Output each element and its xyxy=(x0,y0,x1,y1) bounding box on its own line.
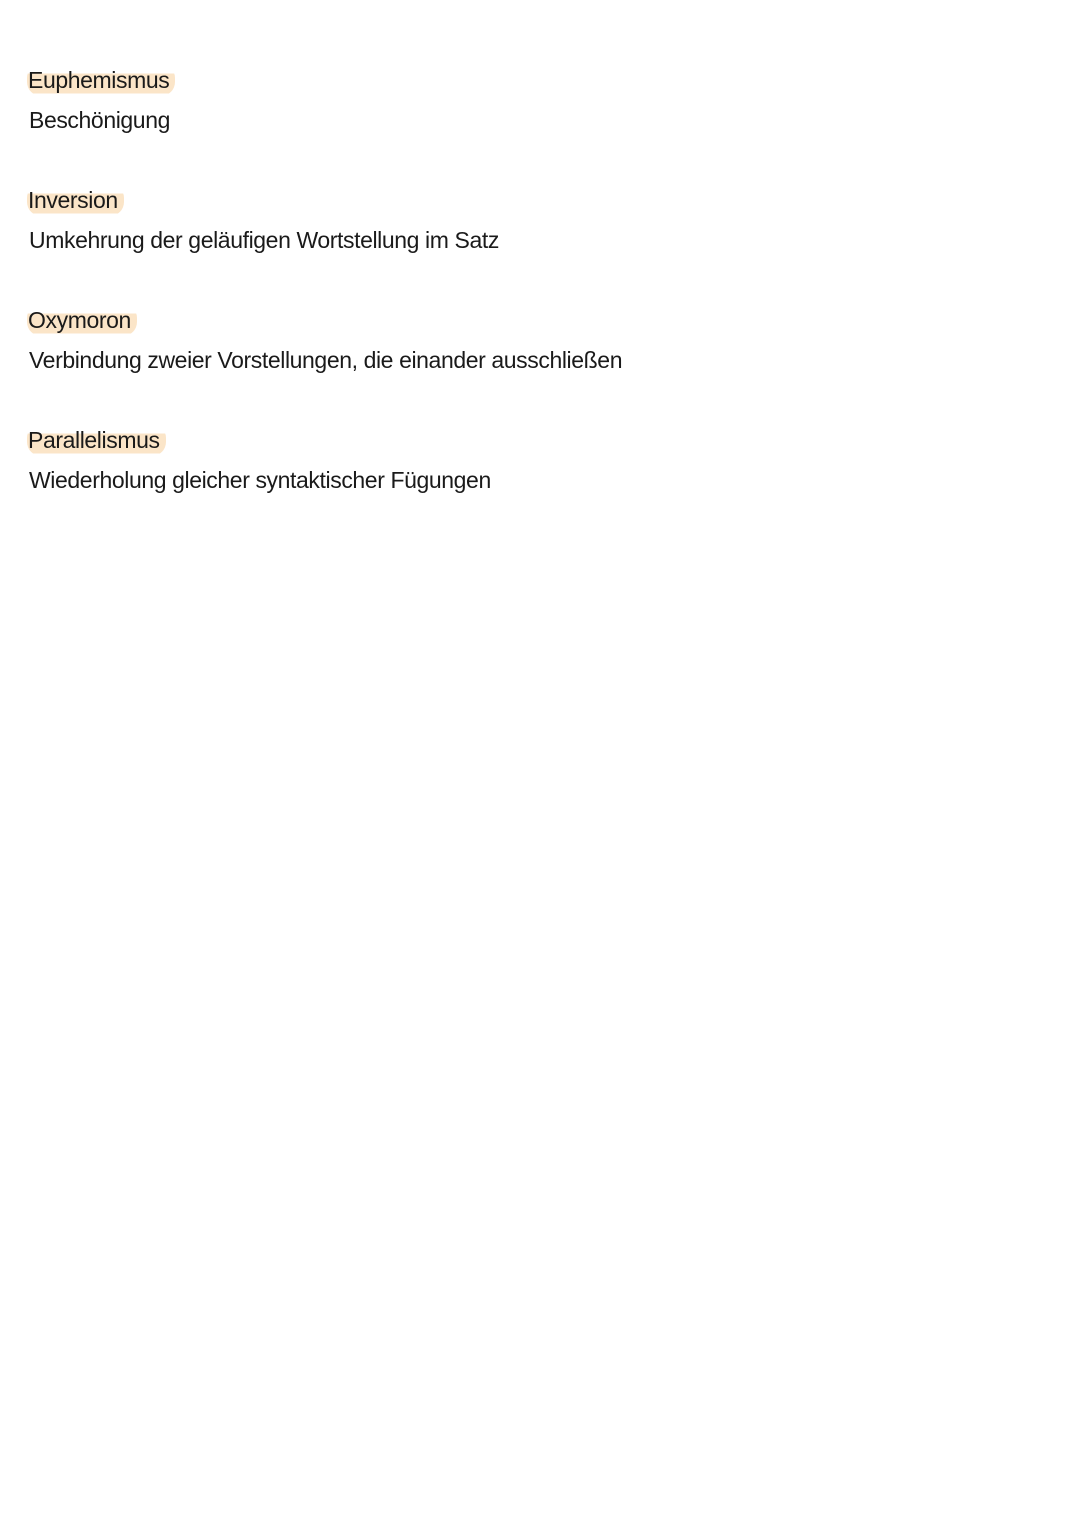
term-definition: Beschönigung xyxy=(29,107,170,133)
entry-parallelismus xyxy=(29,424,491,496)
term-heading: Euphemismus xyxy=(27,64,175,96)
term-heading: Oxymoron xyxy=(27,304,137,336)
entry-euphemismus xyxy=(29,64,175,136)
term-definition: Umkehrung der geläufigen Wortstellung im Satz xyxy=(29,227,499,253)
term-heading: Inversion xyxy=(27,184,124,216)
term-heading: Parallelismus xyxy=(27,424,166,456)
entry-oxymoron xyxy=(29,304,622,376)
entry-inversion xyxy=(29,184,499,256)
term-definition: Verbindung zweier Vorstellungen, die einander ausschließen xyxy=(29,347,623,373)
term-definition: Wiederholung gleicher syntaktischer Fügungen xyxy=(29,467,491,493)
